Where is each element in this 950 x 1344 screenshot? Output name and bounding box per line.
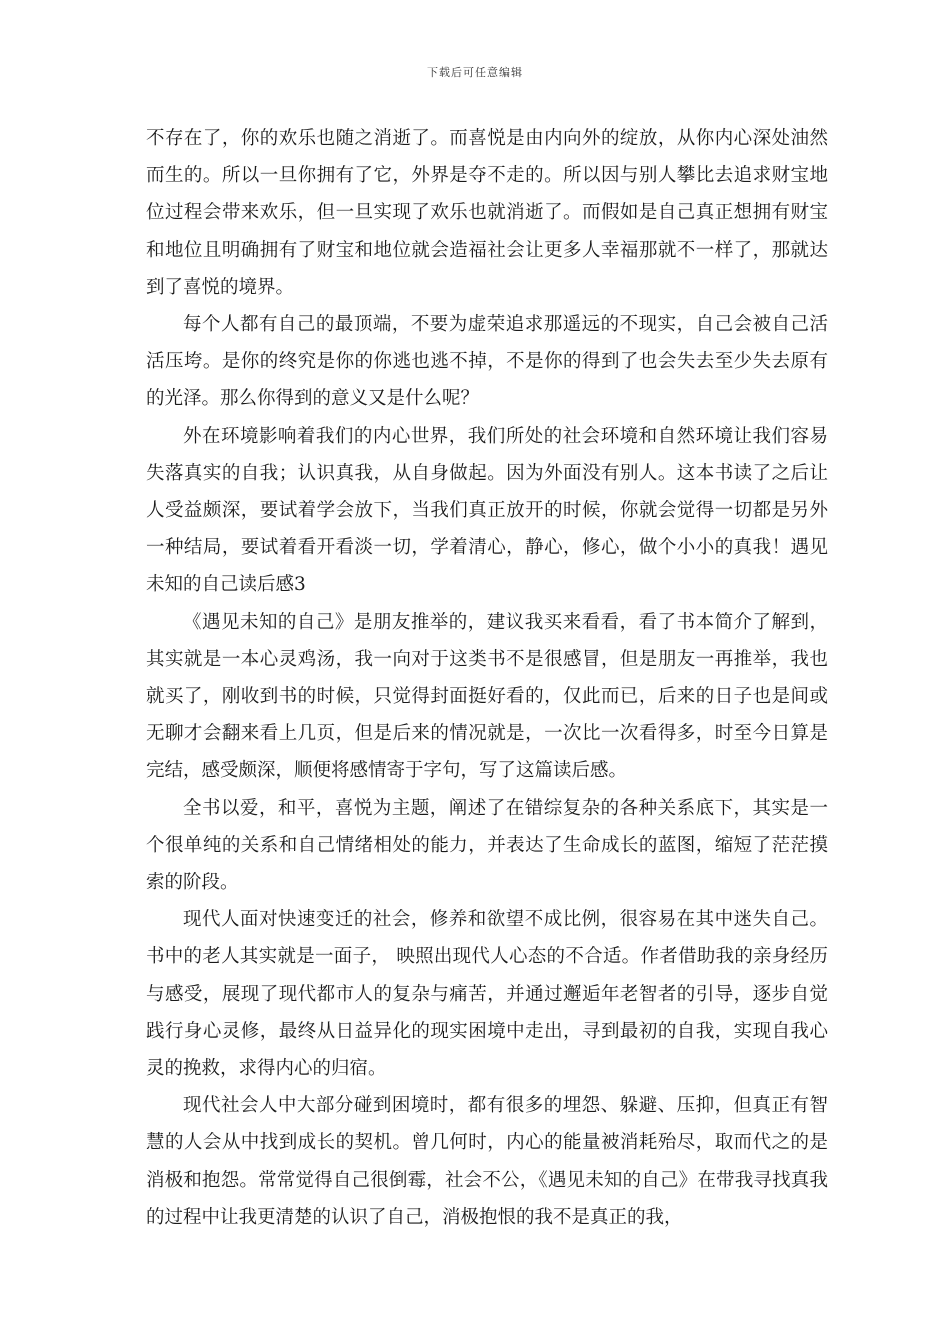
paragraph-5: 全书以爱，和平，喜悦为主题，阐述了在错综复杂的各种关系底下，其实是一个很单纯的关系和自己情绪相处的能力，并表达了生命成长的蓝图，缩短了茫茫摸索的阶段。	[146, 797, 828, 894]
paragraph-7: 现代社会人中大部分碰到困境时，都有很多的埋怨、躲避、压抑，但真正有智慧的人会从中找到成长的契机。曾几何时，内心的能量被消耗殆尽，取而代之的是消极和抱怨。常常觉得自己很倒霉，社会不公，《遇见未知的自己》在带我寻找真我的过程中让我更清楚的认识了自己，消极抱恨的我不是真正的我，	[146, 1095, 828, 1228]
paragraph-1: 不存在了，你的欢乐也随之消逝了。而喜悦是由内向外的绽放，从你内心深处油然而生的。所以一旦你拥有了它，外界是夺不走的。所以因与别人攀比去追求财宝地位过程会带来欢乐，但一旦实现了欢乐也就消逝了。而假如是自己真正想拥有财宝和地位且明确拥有了财宝和地位就会造福社会让更多人幸福那就不一样了，那就达到了喜悦的境界。	[146, 128, 828, 298]
paragraph-4: 《遇见未知的自己》是朋友推举的，建议我买来看看，看了书本简介了解到，其实就是一本心灵鸡汤，我一向对于这类书不是很感冒，但是朋友一再推举，我也就买了，刚收到书的时候，只觉得封面挺好看的，仅此而已，后来的日子也是间或无聊才会翻来看上几页，但是后来的情况就是，一次比一次看得多，时至今日算是完结，感受颇深，顺便将感情寄于字句，写了这篇读后感。	[146, 611, 828, 782]
document-body	[146, 120, 828, 1236]
paragraph-3: 外在环境影响着我们的内心世界，我们所处的社会环境和自然环境让我们容易失落真实的自我；认识真我，从自身做起。因为外面没有别人。这本书读了之后让人受益颇深，要试着学会放下，当我们真正放开的时候，你就会觉得一切都是另外一种结局，要试着看开看淡一切，学着清心，静心，修心，做个小小的真我！遇见未知的自己读后感3	[146, 425, 828, 596]
paragraph-2: 每个人都有自己的最顶端，不要为虚荣追求那遥远的不现实，自己会被自己活活压垮。是你的终究是你的你逃也逃不掉，不是你的得到了也会失去至少失去原有的光泽。那么你得到的意义又是什么呢？	[146, 314, 828, 410]
page-header: 下载后可任意编辑	[427, 66, 523, 79]
paragraph-6: 现代人面对快速变迁的社会，修养和欲望不成比例，很容易在其中迷失自己。 书中的老人其实就是一面子， 映照出现代人心态的不合适。作者借助我的亲身经历与感受，展现了现代都市人的复杂与痛苦，并通过邂逅年老智者的引导，逐步自觉践行身心灵修，最终从日益异化的现实困境中走出，寻到最初的自我，实现自我心灵的挽救，求得内心的归宿。	[146, 909, 828, 1080]
